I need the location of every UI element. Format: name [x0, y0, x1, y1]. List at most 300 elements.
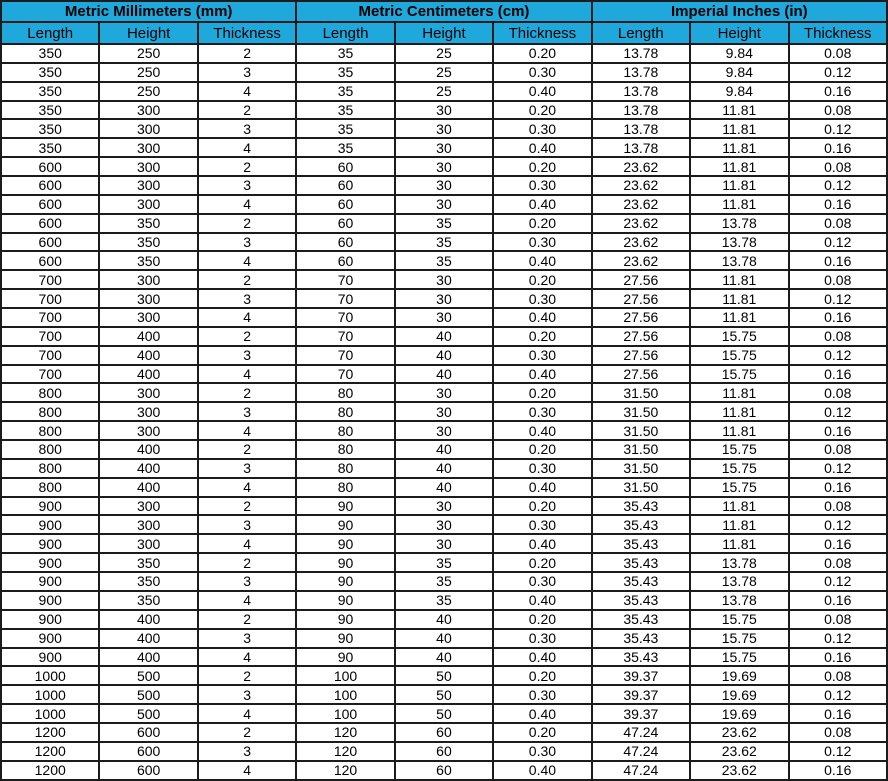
table-cell: 35: [296, 82, 394, 101]
table-cell: 47.24: [592, 742, 690, 761]
table-cell: 13.78: [592, 138, 690, 157]
table-cell: 3: [198, 289, 296, 308]
table-cell: 0.40: [493, 308, 591, 327]
column-header-mm-length: Length: [1, 22, 99, 44]
table-cell: 35: [395, 233, 493, 252]
table-cell: 0.08: [789, 157, 888, 176]
table-cell: 600: [99, 761, 197, 780]
table-cell: 3: [198, 63, 296, 82]
table-cell: 0.08: [789, 327, 888, 346]
table-cell: 27.56: [592, 327, 690, 346]
table-cell: 3: [198, 572, 296, 591]
column-header-mm-height: Height: [99, 22, 197, 44]
table-cell: 13.78: [592, 63, 690, 82]
table-row: [1, 723, 887, 742]
table-cell: 0.08: [789, 214, 888, 233]
table-cell: 0.12: [789, 63, 888, 82]
table-cell: 70: [296, 289, 394, 308]
table-cell: 0.20: [493, 440, 591, 459]
table-cell: 35.43: [592, 629, 690, 648]
table-cell: 60: [395, 742, 493, 761]
table-cell: 90: [296, 591, 394, 610]
table-cell: 300: [99, 402, 197, 421]
table-row: [1, 685, 887, 704]
table-cell: 80: [296, 383, 394, 402]
table-cell: 90: [296, 553, 394, 572]
table-cell: 40: [395, 327, 493, 346]
table-cell: 0.30: [493, 233, 591, 252]
table-cell: 600: [99, 723, 197, 742]
table-cell: 0.08: [789, 610, 888, 629]
table-cell: 15.75: [690, 610, 788, 629]
table-body: [1, 44, 887, 780]
table-cell: 700: [1, 327, 99, 346]
table-cell: 0.08: [789, 666, 888, 685]
table-cell: 80: [296, 402, 394, 421]
table-cell: 0.12: [789, 119, 888, 138]
table-cell: 50: [395, 704, 493, 723]
table-cell: 2: [198, 214, 296, 233]
table-cell: 9.84: [690, 63, 788, 82]
table-cell: 35.43: [592, 648, 690, 667]
table-cell: 30: [395, 534, 493, 553]
sub-header-row: [1, 22, 887, 44]
table-cell: 40: [395, 459, 493, 478]
table-cell: 400: [99, 478, 197, 497]
table-cell: 35: [296, 138, 394, 157]
column-header-cm-length: Length: [296, 22, 394, 44]
table-cell: 0.40: [493, 251, 591, 270]
table-cell: 30: [395, 289, 493, 308]
table-cell: 60: [296, 251, 394, 270]
table-cell: 80: [296, 421, 394, 440]
table-cell: 30: [395, 515, 493, 534]
table-row: [1, 761, 887, 780]
column-header-cm-height: Height: [395, 22, 493, 44]
table-cell: 700: [1, 289, 99, 308]
table-cell: 39.37: [592, 704, 690, 723]
table-cell: 31.50: [592, 402, 690, 421]
table-cell: 3: [198, 176, 296, 195]
table-cell: 900: [1, 629, 99, 648]
table-cell: 0.12: [789, 233, 888, 252]
table-cell: 40: [395, 610, 493, 629]
table-cell: 35.43: [592, 591, 690, 610]
table-cell: 90: [296, 629, 394, 648]
table-row: [1, 176, 887, 195]
table-cell: 0.40: [493, 138, 591, 157]
table-cell: 0.16: [789, 195, 888, 214]
table-cell: 15.75: [690, 327, 788, 346]
table-row: [1, 63, 887, 82]
table-row: [1, 742, 887, 761]
table-cell: 350: [99, 591, 197, 610]
table-cell: 11.81: [690, 119, 788, 138]
table-cell: 120: [296, 761, 394, 780]
table-cell: 13.78: [690, 251, 788, 270]
table-cell: 2: [198, 383, 296, 402]
table-cell: 1200: [1, 742, 99, 761]
table-cell: 0.20: [493, 214, 591, 233]
table-cell: 4: [198, 251, 296, 270]
table-cell: 11.81: [690, 515, 788, 534]
table-cell: 35.43: [592, 553, 690, 572]
column-header-in-thickness: Thickness: [789, 22, 888, 44]
table-cell: 70: [296, 327, 394, 346]
table-cell: 13.78: [592, 44, 690, 63]
table-row: [1, 440, 887, 459]
table-cell: 0.16: [789, 704, 888, 723]
table-cell: 800: [1, 459, 99, 478]
table-cell: 25: [395, 63, 493, 82]
table-cell: 0.08: [789, 383, 888, 402]
table-row: [1, 346, 887, 365]
table-cell: 4: [198, 761, 296, 780]
table-cell: 0.16: [789, 421, 888, 440]
table-cell: 0.30: [493, 742, 591, 761]
table-cell: 30: [395, 497, 493, 516]
table-cell: 350: [1, 101, 99, 120]
table-cell: 0.08: [789, 440, 888, 459]
table-cell: 4: [198, 308, 296, 327]
group-header-cm: Metric Centimeters (cm): [296, 1, 591, 22]
table-cell: 11.81: [690, 176, 788, 195]
group-header-row: [1, 1, 887, 22]
table-cell: 0.20: [493, 610, 591, 629]
table-cell: 35: [395, 214, 493, 233]
column-header-cm-thickness: Thickness: [493, 22, 591, 44]
table-cell: 35: [395, 591, 493, 610]
table-cell: 0.08: [789, 553, 888, 572]
table-cell: 3: [198, 119, 296, 138]
table-cell: 80: [296, 440, 394, 459]
table-row: [1, 610, 887, 629]
table-cell: 50: [395, 685, 493, 704]
table-cell: 800: [1, 402, 99, 421]
table-row: [1, 459, 887, 478]
table-cell: 0.40: [493, 421, 591, 440]
table-cell: 35.43: [592, 610, 690, 629]
table-cell: 60: [395, 761, 493, 780]
table-cell: 0.30: [493, 289, 591, 308]
table-cell: 350: [1, 82, 99, 101]
table-cell: 11.81: [690, 383, 788, 402]
table-cell: 0.16: [789, 591, 888, 610]
table-cell: 4: [198, 138, 296, 157]
table-cell: 250: [99, 82, 197, 101]
table-cell: 600: [99, 742, 197, 761]
table-cell: 0.16: [789, 648, 888, 667]
table-cell: 400: [99, 459, 197, 478]
table-cell: 120: [296, 723, 394, 742]
table-cell: 40: [395, 629, 493, 648]
table-cell: 3: [198, 346, 296, 365]
group-header-mm: Metric Millimeters (mm): [1, 1, 296, 22]
table-cell: 300: [99, 289, 197, 308]
table-cell: 300: [99, 308, 197, 327]
table-cell: 800: [1, 478, 99, 497]
table-cell: 0.16: [789, 761, 888, 780]
table-cell: 2: [198, 327, 296, 346]
table-cell: 0.40: [493, 761, 591, 780]
table-cell: 1200: [1, 723, 99, 742]
table-row: [1, 383, 887, 402]
table-cell: 0.30: [493, 459, 591, 478]
table-cell: 15.75: [690, 365, 788, 384]
table-cell: 31.50: [592, 421, 690, 440]
table-header: [1, 1, 887, 44]
table-cell: 30: [395, 195, 493, 214]
table-cell: 0.16: [789, 251, 888, 270]
table-cell: 3: [198, 629, 296, 648]
table-cell: 2: [198, 553, 296, 572]
table-cell: 13.78: [690, 591, 788, 610]
table-cell: 400: [99, 440, 197, 459]
table-cell: 0.40: [493, 704, 591, 723]
table-cell: 900: [1, 497, 99, 516]
table-row: [1, 44, 887, 63]
table-cell: 0.40: [493, 195, 591, 214]
table-cell: 11.81: [690, 497, 788, 516]
table-cell: 15.75: [690, 459, 788, 478]
table-cell: 30: [395, 119, 493, 138]
table-cell: 13.78: [592, 119, 690, 138]
table-cell: 23.62: [690, 723, 788, 742]
table-cell: 4: [198, 421, 296, 440]
table-cell: 27.56: [592, 346, 690, 365]
table-cell: 4: [198, 534, 296, 553]
table-cell: 300: [99, 497, 197, 516]
table-cell: 600: [1, 233, 99, 252]
table-cell: 11.81: [690, 402, 788, 421]
table-cell: 40: [395, 478, 493, 497]
table-cell: 350: [99, 251, 197, 270]
table-cell: 250: [99, 44, 197, 63]
table-cell: 39.37: [592, 666, 690, 685]
table-cell: 400: [99, 629, 197, 648]
table-cell: 0.08: [789, 44, 888, 63]
table-cell: 0.16: [789, 534, 888, 553]
table-cell: 0.12: [789, 289, 888, 308]
table-cell: 35.43: [592, 497, 690, 516]
table-cell: 3: [198, 233, 296, 252]
table-cell: 13.78: [690, 553, 788, 572]
table-cell: 30: [395, 176, 493, 195]
table-cell: 9.84: [690, 44, 788, 63]
table-cell: 600: [1, 214, 99, 233]
table-cell: 25: [395, 44, 493, 63]
table-cell: 2: [198, 270, 296, 289]
table-cell: 120: [296, 742, 394, 761]
table-cell: 800: [1, 421, 99, 440]
table-cell: 90: [296, 534, 394, 553]
table-cell: 35: [395, 572, 493, 591]
table-cell: 35: [395, 251, 493, 270]
table-cell: 13.78: [690, 233, 788, 252]
table-cell: 23.62: [592, 176, 690, 195]
table-cell: 0.40: [493, 365, 591, 384]
table-cell: 0.08: [789, 497, 888, 516]
table-cell: 40: [395, 365, 493, 384]
table-cell: 70: [296, 270, 394, 289]
table-cell: 100: [296, 666, 394, 685]
table-cell: 0.12: [789, 346, 888, 365]
table-cell: 0.12: [789, 629, 888, 648]
table-cell: 0.12: [789, 515, 888, 534]
table-cell: 0.30: [493, 176, 591, 195]
table-cell: 900: [1, 553, 99, 572]
table-row: [1, 308, 887, 327]
table-cell: 15.75: [690, 440, 788, 459]
table-cell: 35: [296, 44, 394, 63]
table-cell: 0.08: [789, 101, 888, 120]
table-cell: 350: [1, 44, 99, 63]
table-cell: 30: [395, 157, 493, 176]
table-cell: 0.12: [789, 459, 888, 478]
table-cell: 250: [99, 63, 197, 82]
table-cell: 47.24: [592, 723, 690, 742]
table-cell: 11.81: [690, 270, 788, 289]
table-cell: 1200: [1, 761, 99, 780]
table-cell: 800: [1, 440, 99, 459]
table-row: [1, 591, 887, 610]
table-cell: 0.20: [493, 553, 591, 572]
table-cell: 4: [198, 365, 296, 384]
table-cell: 30: [395, 138, 493, 157]
table-cell: 70: [296, 308, 394, 327]
table-cell: 0.30: [493, 119, 591, 138]
table-cell: 300: [99, 176, 197, 195]
table-cell: 300: [99, 157, 197, 176]
table-cell: 11.81: [690, 195, 788, 214]
table-row: [1, 195, 887, 214]
table-cell: 0.08: [789, 270, 888, 289]
table-cell: 0.30: [493, 629, 591, 648]
table-cell: 2: [198, 723, 296, 742]
table-cell: 23.62: [690, 761, 788, 780]
table-row: [1, 666, 887, 685]
table-cell: 90: [296, 572, 394, 591]
table-row: [1, 704, 887, 723]
table-row: [1, 365, 887, 384]
table-cell: 100: [296, 704, 394, 723]
table-cell: 60: [296, 176, 394, 195]
table-cell: 0.20: [493, 270, 591, 289]
table-cell: 90: [296, 497, 394, 516]
table-cell: 300: [99, 515, 197, 534]
table-cell: 3: [198, 685, 296, 704]
table-row: [1, 421, 887, 440]
table-cell: 600: [1, 157, 99, 176]
table-cell: 0.20: [493, 723, 591, 742]
table-cell: 40: [395, 648, 493, 667]
table-cell: 3: [198, 459, 296, 478]
table-row: [1, 497, 887, 516]
table-cell: 11.81: [690, 421, 788, 440]
table-cell: 0.20: [493, 497, 591, 516]
table-cell: 100: [296, 685, 394, 704]
table-cell: 13.78: [690, 214, 788, 233]
table-cell: 31.50: [592, 478, 690, 497]
table-cell: 1000: [1, 704, 99, 723]
table-cell: 0.12: [789, 176, 888, 195]
table-cell: 3: [198, 742, 296, 761]
table-cell: 300: [99, 270, 197, 289]
table-cell: 11.81: [690, 289, 788, 308]
table-cell: 35: [296, 119, 394, 138]
table-cell: 400: [99, 648, 197, 667]
table-cell: 19.69: [690, 704, 788, 723]
table-cell: 60: [296, 157, 394, 176]
table-cell: 13.78: [592, 82, 690, 101]
table-cell: 2: [198, 440, 296, 459]
table-cell: 23.62: [592, 251, 690, 270]
table-cell: 0.20: [493, 101, 591, 120]
table-cell: 11.81: [690, 534, 788, 553]
table-cell: 27.56: [592, 365, 690, 384]
table-cell: 15.75: [690, 478, 788, 497]
table-cell: 23.62: [592, 233, 690, 252]
table-cell: 11.81: [690, 138, 788, 157]
table-cell: 4: [198, 591, 296, 610]
table-row: [1, 270, 887, 289]
table-cell: 0.40: [493, 648, 591, 667]
table-cell: 600: [1, 176, 99, 195]
table-cell: 90: [296, 610, 394, 629]
table-cell: 400: [99, 346, 197, 365]
table-cell: 31.50: [592, 383, 690, 402]
table-row: [1, 553, 887, 572]
table-cell: 35.43: [592, 534, 690, 553]
group-header-in: Imperial Inches (in): [592, 1, 887, 22]
table-cell: 350: [99, 233, 197, 252]
table-cell: 0.40: [493, 534, 591, 553]
column-header-in-height: Height: [690, 22, 788, 44]
table-cell: 11.81: [690, 157, 788, 176]
table-cell: 1000: [1, 685, 99, 704]
table-cell: 0.40: [493, 591, 591, 610]
table-row: [1, 157, 887, 176]
table-row: [1, 478, 887, 497]
table-cell: 19.69: [690, 685, 788, 704]
table-cell: 15.75: [690, 629, 788, 648]
table-cell: 0.16: [789, 138, 888, 157]
table-cell: 700: [1, 308, 99, 327]
column-header-mm-thickness: Thickness: [198, 22, 296, 44]
table-cell: 80: [296, 478, 394, 497]
table-cell: 500: [99, 704, 197, 723]
table-cell: 27.56: [592, 308, 690, 327]
table-cell: 31.50: [592, 440, 690, 459]
table-row: [1, 534, 887, 553]
table-cell: 11.81: [690, 101, 788, 120]
table-cell: 0.08: [789, 723, 888, 742]
table-cell: 900: [1, 591, 99, 610]
table-row: [1, 214, 887, 233]
table-cell: 0.40: [493, 82, 591, 101]
table-cell: 0.30: [493, 346, 591, 365]
table-row: [1, 138, 887, 157]
column-header-in-length: Length: [592, 22, 690, 44]
table-cell: 800: [1, 383, 99, 402]
table-cell: 4: [198, 195, 296, 214]
table-cell: 0.16: [789, 308, 888, 327]
table-cell: 500: [99, 685, 197, 704]
table-cell: 47.24: [592, 761, 690, 780]
table-cell: 300: [99, 101, 197, 120]
table-cell: 4: [198, 704, 296, 723]
table-cell: 350: [99, 553, 197, 572]
